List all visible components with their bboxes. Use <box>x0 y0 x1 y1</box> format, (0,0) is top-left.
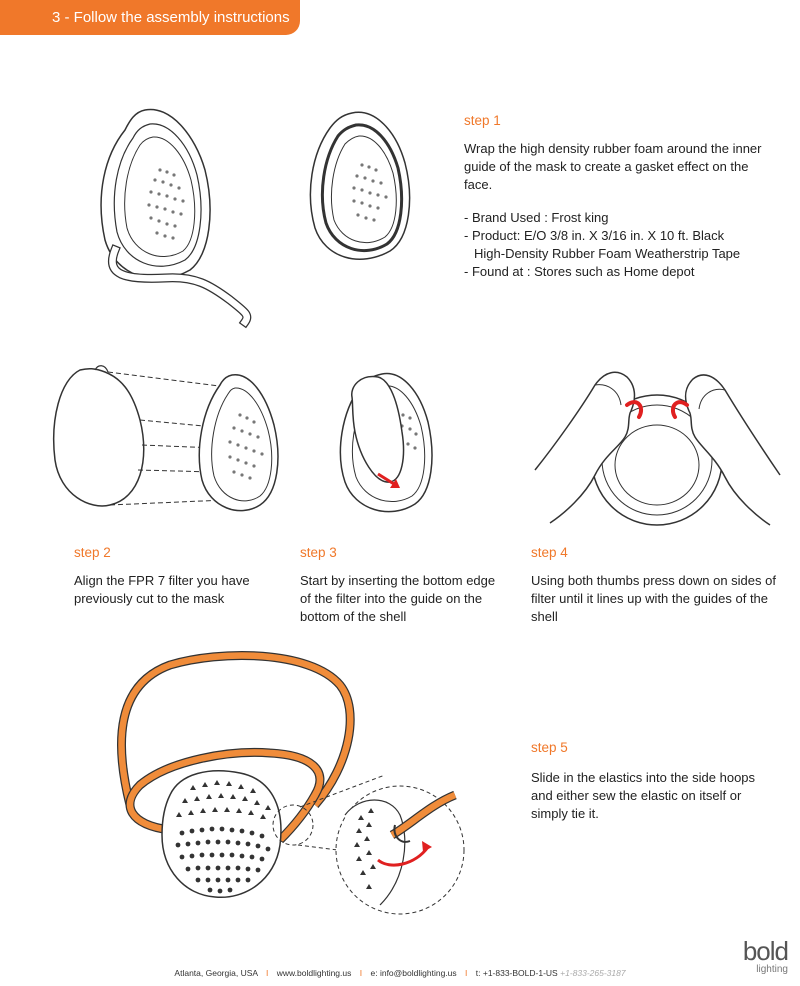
step4-description: Using both thumbs press down on sides of filter until it lines up with the guides of the shell <box>531 573 776 624</box>
step5-description: Slide in the elastics into the side hoops and either sew the elastic on itself or simply tie it. <box>531 770 756 821</box>
step1-text-block <box>464 140 774 281</box>
step1-bullet-found: - Found at : Stores such as Home depot <box>464 264 695 279</box>
step2-description: Align the FPR 7 filter you have previously cut to the mask <box>74 573 250 606</box>
step1-description: Wrap the high density rubber foam around the inner guide of the mask to create a gasket effect on the face. <box>464 141 762 192</box>
footer-phone[interactable]: t: +1-833-BOLD-1-US <box>475 968 558 978</box>
step1-mask-wrapped-illustration <box>300 103 430 273</box>
footer-phone-alt: +1-833-265-3187 <box>560 968 626 978</box>
step5-title: step 5 <box>531 740 568 755</box>
footer-separator: I <box>265 968 269 978</box>
step2-title: step 2 <box>74 545 111 560</box>
step4-thumbs-press-illustration <box>535 365 780 535</box>
page-title: 3 - Follow the assembly instructions <box>52 9 290 26</box>
footer-contact <box>0 968 800 978</box>
header-tab <box>0 0 300 35</box>
footer-location: Atlanta, Georgia, USA <box>174 968 258 978</box>
step3-description: Start by inserting the bottom edge of the filter into the guide on the bottom of the shell <box>300 573 496 624</box>
step5-mask-elastics-illustration <box>110 655 470 920</box>
step3-title: step 3 <box>300 545 337 560</box>
step1-bullet-product: - Product: E/O 3/8 in. X 3/16 in. X 10 ft. Black <box>464 228 725 243</box>
step1-bullet-product-cont: High-Density Rubber Foam Weatherstrip Tape <box>474 246 741 261</box>
step4-title: step 4 <box>531 545 568 560</box>
logo-sub: lighting <box>756 964 788 975</box>
step1-title: step 1 <box>464 113 501 128</box>
footer-separator: I <box>465 968 468 978</box>
step1-bullets <box>464 209 774 281</box>
step2-filter-alignment-illustration <box>50 360 290 530</box>
step1-mask-with-foam-illustration <box>85 100 280 325</box>
step3-filter-insert-illustration <box>330 362 445 522</box>
footer-email[interactable]: e: info@boldlighting.us <box>370 968 457 978</box>
step1-bullet-brand: - Brand Used : Frost king <box>464 210 609 225</box>
footer-website[interactable]: www.boldlighting.us <box>276 968 352 978</box>
footer-separator: I <box>359 968 363 978</box>
logo-word: bold <box>742 936 788 966</box>
